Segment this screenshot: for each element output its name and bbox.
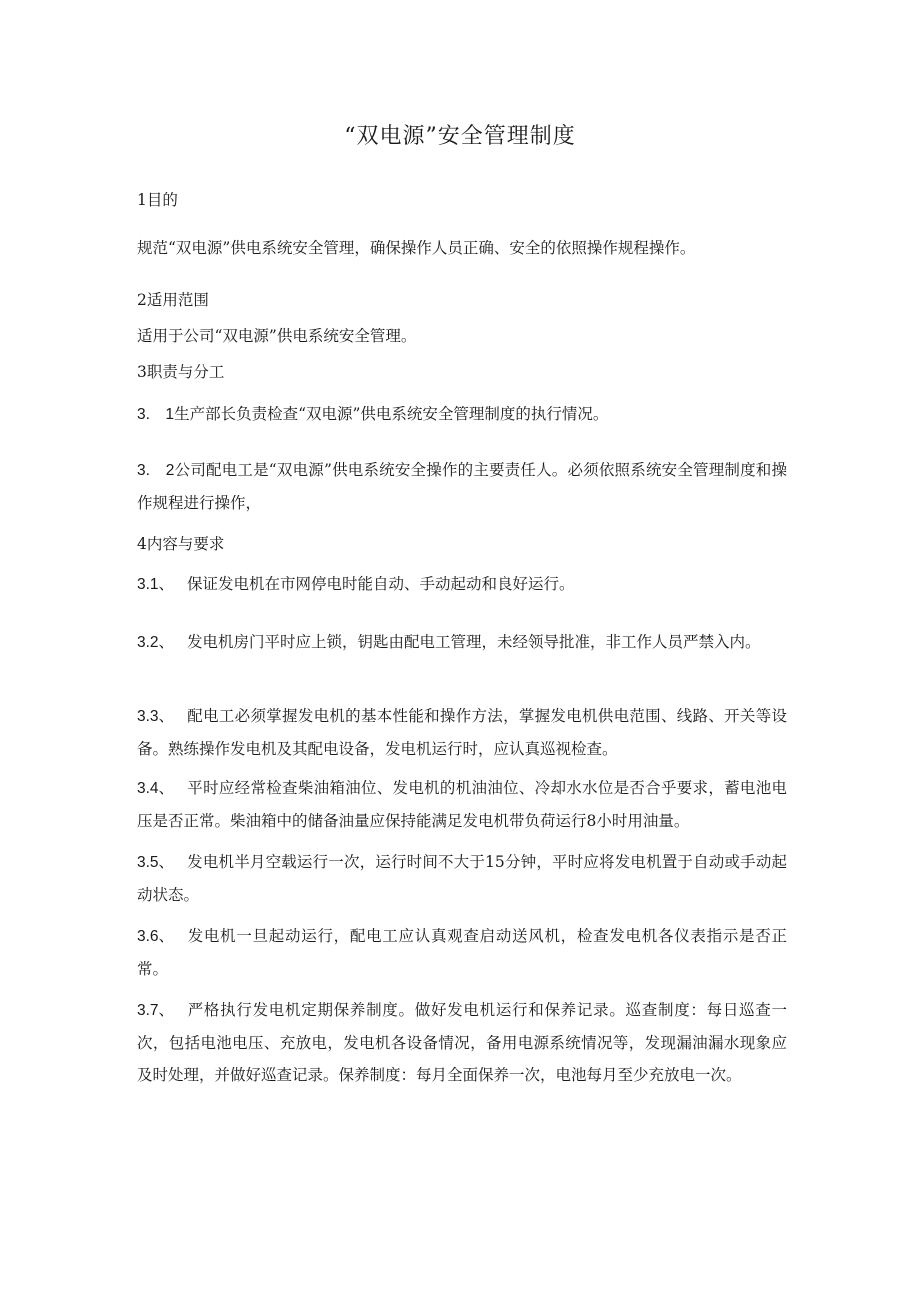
section-heading-purpose: 1目的 [137, 191, 178, 209]
content-item-3-1-number: 3.1、 [137, 576, 175, 593]
section-body-scope: 适用于公司“双电源”供电系统安全管理。 [137, 327, 417, 345]
content-item-3-3-number: 3.3、 [137, 708, 175, 725]
duty-item-2 [137, 454, 787, 519]
duty-item-1 [137, 398, 787, 431]
content-item-3-7 [137, 994, 787, 1091]
section-heading-duties: 3职责与分工 [137, 363, 225, 381]
content-item-3-1 [137, 568, 787, 601]
content-item-3-3 [137, 700, 787, 765]
content-item-3-4-number: 3.4、 [137, 780, 175, 797]
content-item-3-4-text: 平时应经常检查柴油箱油位、发电机的机油油位、冷却水水位是否合乎要求，蓄电池电压是否正常。柴油箱中的储备油量应保持能满足发电机带负荷运行8小时用油量。 [137, 779, 787, 830]
content-item-3-1-text: 保证发电机在市网停电时能自动、手动起动和良好运行。 [187, 575, 575, 593]
content-item-3-6-number: 3.6、 [137, 928, 175, 945]
document-title: “双电源”安全管理制度 [344, 124, 576, 149]
content-item-3-5-text: 发电机半月空载运行一次，运行时间不大于15分钟，平时应将发电机置于自动或手动起动状态。 [137, 853, 787, 904]
content-item-3-7-number: 3.7、 [137, 1002, 175, 1019]
content-item-3-4 [137, 772, 787, 837]
content-item-3-2-text: 发电机房门平时应上锁，钥匙由配电工管理，未经领导批准，非工作人员严禁入内。 [187, 633, 761, 651]
content-item-3-5 [137, 846, 787, 911]
content-item-3-5-number: 3.5、 [137, 854, 175, 871]
content-item-3-6 [137, 920, 787, 985]
duty-item-1-number: 3. 1 [137, 406, 175, 423]
section-heading-content: 4内容与要求 [137, 535, 225, 553]
duty-item-2-text: 公司配电工是“双电源”供电系统安全操作的主要责任人。必须依照系统安全管理制度和操作规程进行操作， [137, 461, 787, 512]
section-body-purpose: 规范“双电源”供电系统安全管理，确保操作人员正确、安全的依照操作规程操作。 [137, 239, 696, 257]
content-item-3-7-text: 严格执行发电机定期保养制度。做好发电机运行和保养记录。巡查制度：每日巡查一次，包括电池电压、充放电，发电机各设备情况，备用电源系统情况等，发现漏油漏水现象应及时处理，并做好巡查记录。保养制度：每月全面保养一次，电池每月至少充放电一次。 [137, 1001, 787, 1084]
content-item-3-2-number: 3.2、 [137, 634, 175, 651]
duty-item-2-number: 3. 2 [137, 462, 175, 479]
content-item-3-2 [137, 626, 787, 659]
duty-item-1-text: 生产部长负责检查“双电源”供电系统安全管理制度的执行情况。 [174, 405, 609, 423]
content-item-3-6-text: 发电机一旦起动运行，配电工应认真观查启动送风机，检查发电机各仪表指示是否正常。 [137, 927, 787, 978]
section-heading-scope: 2适用范围 [137, 291, 209, 309]
content-item-3-3-text: 配电工必须掌握发电机的基本性能和操作方法，掌握发电机供电范围、线路、开关等设备。熟练操作发电机及其配电设备，发电机运行时，应认真巡视检查。 [137, 707, 787, 758]
